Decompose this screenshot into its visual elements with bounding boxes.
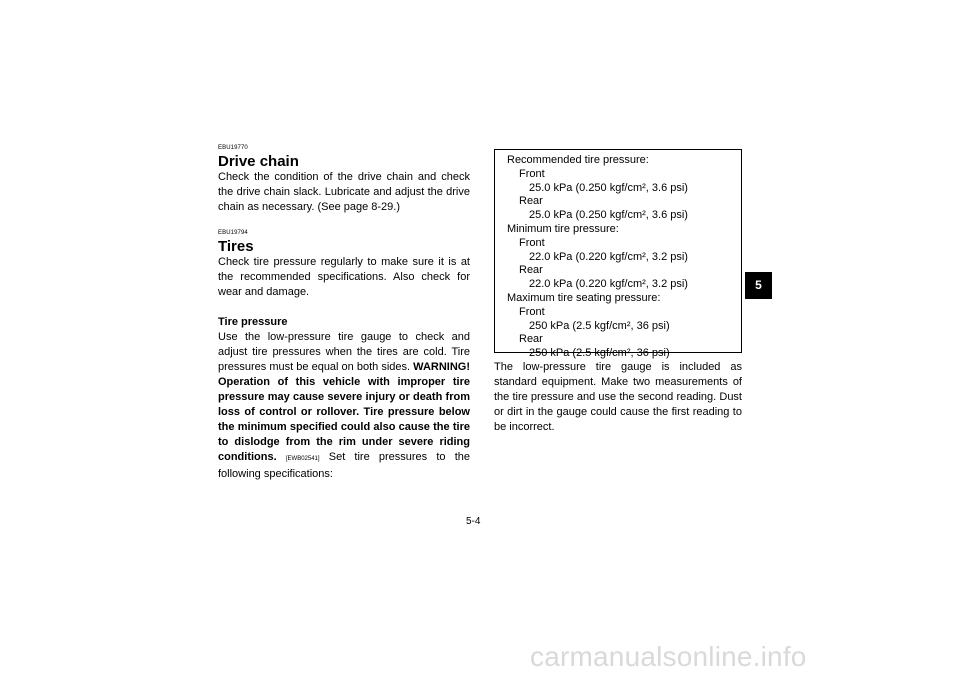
heading-tire-pressure: Tire pressure [218,316,288,328]
heading-tires: Tires [218,238,254,255]
maximum-front-label: Front [519,305,545,318]
minimum-front-label: Front [519,236,545,249]
maximum-label: Maximum tire seating pressure: [507,291,661,304]
minimum-front-value: 22.0 kPa (0.220 kgf/cm², 3.2 psi) [529,250,688,263]
recommended-front-value: 25.0 kPa (0.250 kgf/cm², 3.6 psi) [529,181,688,194]
drive-chain-text: Check the condition of the drive chain and check the drive chain slack. Lubricate and adjust the drive chain as necessary. (See page 8-29.) [218,171,470,213]
recommended-label: Recommended tire pressure: [507,154,649,166]
maximum-front-value: 250 kPa (2.5 kgf/cm², 36 psi) [529,319,670,332]
section-code-tires: EBU19794 [218,230,248,236]
minimum-label: Minimum tire pressure: [507,222,619,235]
right-column [494,149,742,435]
minimum-rear-value: 22.0 kPa (0.220 kgf/cm², 3.2 psi) [529,278,688,291]
warning-code: [EWB02541] [285,456,320,462]
recommended-rear-label: Rear [519,195,543,208]
tire-pressure-intro: Use the low-pressure tire gauge to check and adjust tire pressures when the tires are cold. Tire pressures must be equal on both sides. [218,331,470,373]
watermark: carmanualsonline.info [530,641,807,672]
minimum-rear-label: Rear [519,264,543,277]
recommended-front-label: Front [519,167,545,180]
warning-text: WARNING! Operation of this vehicle with improper tire pressure may cause severe injury or death from loss of control or rollover. Tire pressure below the minimum specified could also cause the tire to dislodge from the rim under severe riding conditions. [218,361,470,463]
heading-drive-chain: Drive chain [218,153,299,170]
section-code-drive-chain: EBU19770 [218,145,248,151]
recommended-rear-value: 25.0 kPa (0.250 kgf/cm², 3.6 psi) [529,209,688,222]
maximum-rear-label: Rear [519,333,543,346]
left-column [218,145,470,482]
tire-pressure-text [218,330,470,482]
tire-pressure-spec-box [494,149,742,360]
chapter-tab: 5 [745,272,772,299]
tires-text: Check tire pressure regularly to make sure it is at the recommended specifications. Also check for wear and damage. [218,256,470,298]
maximum-rear-value: 250 kPa (2.5 kgf/cm², 36 psi) [529,347,670,360]
gauge-note-text: The low-pressure tire gauge is included as standard equipment. Make two measurements of the tire pressure and use the second reading. Dust or dirt in the gauge could cause the first reading to be incorrect. [494,361,742,433]
tire-pressure-tail: Set tire pressures to the following specifications: [218,451,471,480]
page-number: 5-4 [466,516,481,527]
